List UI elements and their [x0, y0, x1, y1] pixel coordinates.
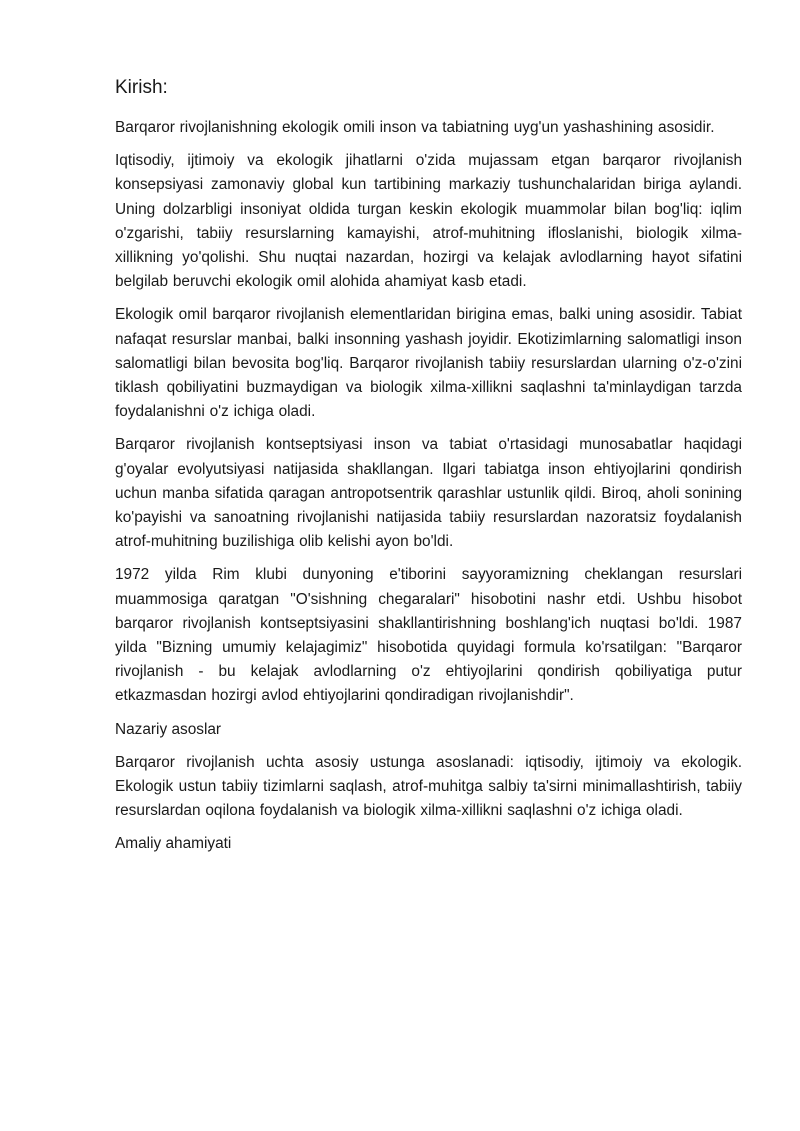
subheading-amaliy-ahamiyati: Amaliy ahamiyati: [115, 835, 232, 853]
subheading-nazariy-asoslar: Nazariy asoslar: [115, 720, 222, 738]
paragraph-5: 1972 yilda Rim klubi dunyoning e'tiborini sayyoramizning cheklangan resurslari muammosiga qaratgan "O'sishning chegaralari" hisobotini nashr etdi. Ushbu hisobot barqaror rivojlanish kontseptsiyasini shakllantirishning boshlang'ich nuqtasi bo'ldi. 1987 yilda "Bizning umumiy kelajagimiz" hisobotida quyidagi formula ko'rsatilgan: "Barqaror rivojlanish - bu kelajak avlodlarning o'z ehtiyojlarini qondirish qobiliyatiga putur etkazmasdan hozirgi avlod ehtiyojlarini qondiradigan rivojlanishdir".: [115, 566, 742, 705]
paragraph-6: Barqaror rivojlanish uchta asosiy ustunga asoslanadi: iqtisodiy, ijtimoiy va ekologik. Ekologik ustun tabiiy tizimlarni saqlash, atrof-muhitga salbiy ta'sirni minimallashtirish, tabiiy resurslardan oqilona foydalanish va biologik xilma-xillikni saqlashni o'z ichiga oladi.: [115, 753, 742, 820]
document-page: [115, 74, 742, 866]
section-heading-kirish: Kirish:: [115, 77, 168, 98]
paragraph-3: Ekologik omil barqaror rivojlanish elementlaridan birigina emas, balki uning asosidir. Tabiat nafaqat resurslar manbai, balki insonning yashash joyidir. Ekotizimlarning salomatligi inson salomatligi bilan bevosita bog'liq. Barqaror rivojlanish tabiiy resurslardan ularning o'z-o'zini tiklash qobiliyatini buzmaydigan va biologik xilma-xillikni saqlashni ta'minlaydigan tarzda foydalanishni o'z ichiga oladi.: [115, 306, 742, 421]
paragraph-4: Barqaror rivojlanish kontseptsiyasi inson va tabiat o'rtasidagi munosabatlar haqidagi g'oyalar evolyutsiyasi natijasida shakllangan. Ilgari tabiatga inson ehtiyojlarini qondirish uchun manba sifatida qaragan antropotsentrik qarashlar ustunlik qildi. Biroq, aholi sonining ko'payishi va sanoatning rivojlanishi natijasida tabiiy resurslardan nazoratsiz foydalanish atrof-muhitning buzilishiga olib kelishi ayon bo'ldi.: [115, 436, 742, 551]
paragraph-2: Iqtisodiy, ijtimoiy va ekologik jihatlarni o'zida mujassam etgan barqaror rivojlanish konsepsiyasi zamonaviy global kun tartibining markaziy tushunchalaridan biriga aylandi. Uning dolzarbligi insoniyat oldida turgan keskin ekologik muammolar bilan bog'liq: iqlim o'zgarishi, tabiiy resurslarning kamayishi, atrof-muhitning ifloslanishi, biologik xilma-xillikning yo'qolishi. Shu nuqtai nazardan, hozirgi va kelajak avlodlarning hayot sifatini belgilab beruvchi ekologik omil alohida ahamiyat kasb etadi.: [115, 152, 742, 291]
paragraph-1: Barqaror rivojlanishning ekologik omili inson va tabiatning uyg'un yashashining asosidir.: [115, 119, 715, 136]
